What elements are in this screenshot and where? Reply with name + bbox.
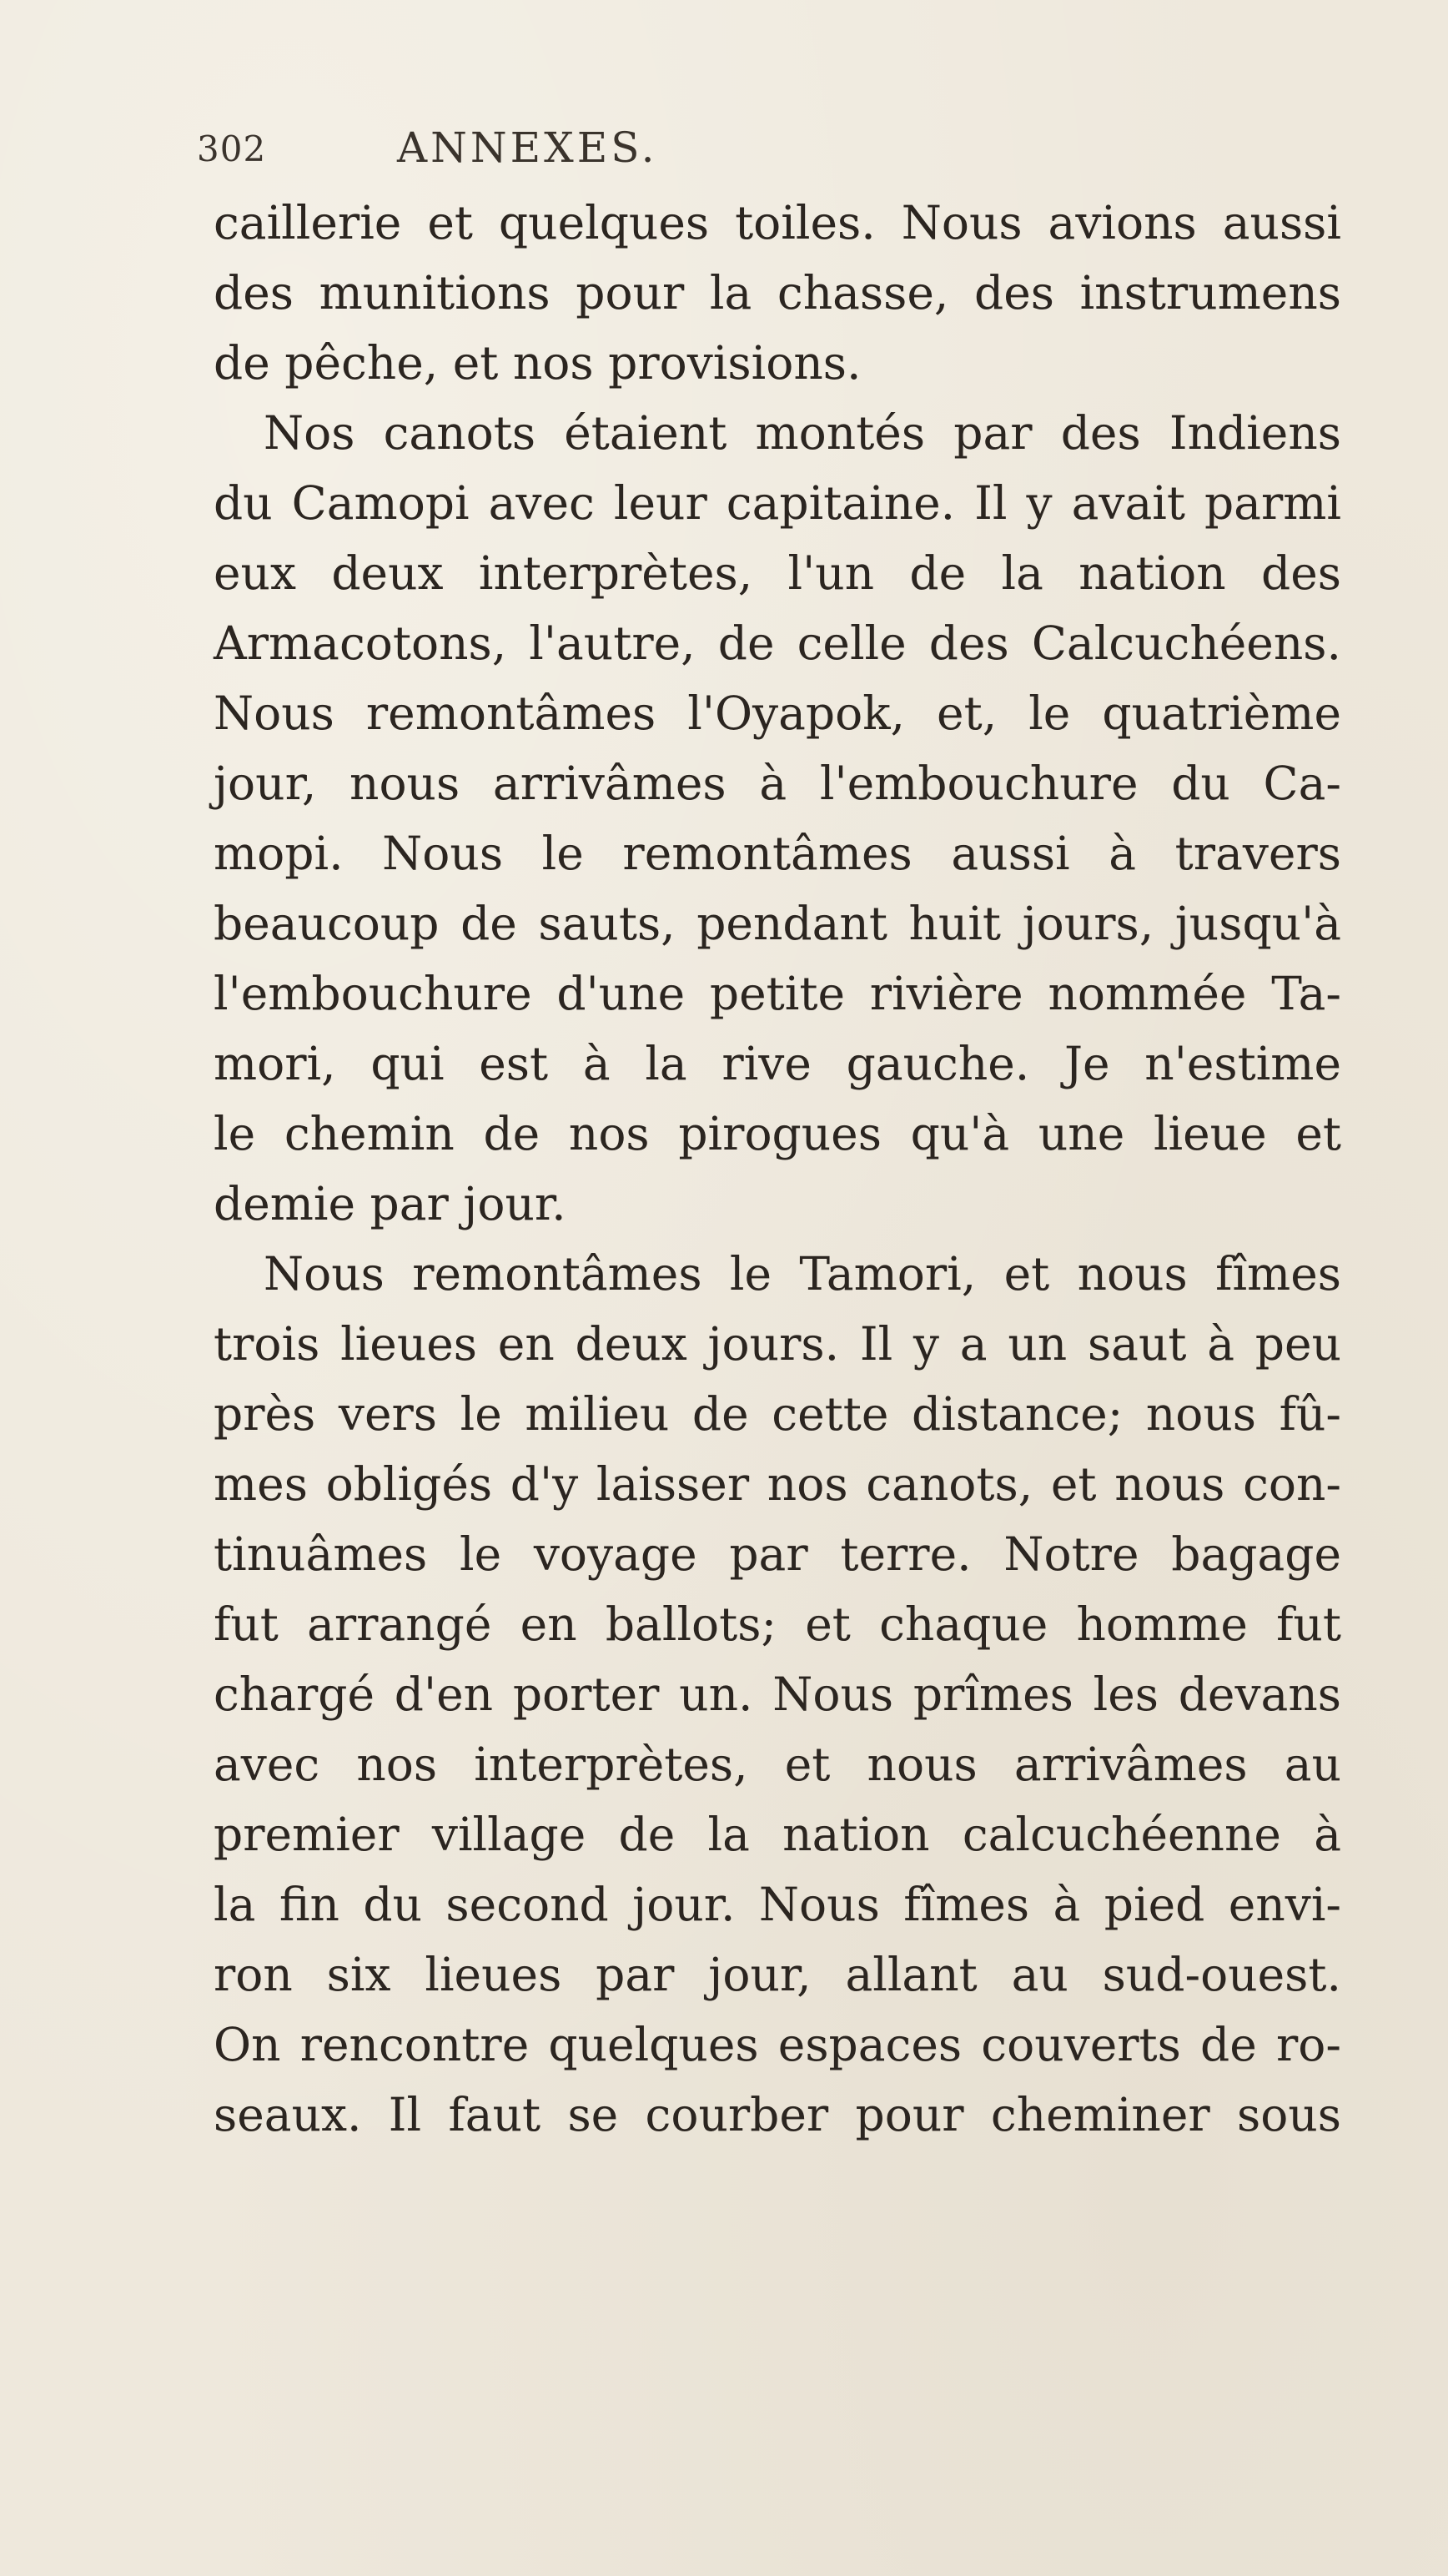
text-line: Nous remontâmes le Tamori, et nous fîmes xyxy=(264,1247,1341,1301)
page-number: 302 xyxy=(197,128,267,169)
text-line: jour, nous arrivâmes à l'embouchure du Ca- xyxy=(214,757,1341,810)
text-line: tinuâmes le voyage par terre. Notre bagage xyxy=(214,1527,1341,1581)
text-line: On rencontre quelques espaces couverts de ro- xyxy=(214,2018,1341,2071)
text-line: des munitions pour la chasse, des instrumens xyxy=(214,266,1341,319)
text-line: ron six lieues par jour, allant au sud-ouest. xyxy=(214,1948,1341,2001)
text-line: trois lieues en deux jours. Il y a un saut à peu xyxy=(214,1317,1341,1371)
text-line: mes obligés d'y laisser nos canots, et nous con- xyxy=(214,1457,1341,1511)
text-line: mori, qui est à la rive gauche. Je n'estime xyxy=(214,1037,1341,1090)
body-text xyxy=(214,188,1341,2150)
text-line: Nos canots étaient montés par des Indiens xyxy=(264,406,1341,460)
text-line: près vers le milieu de cette distance; nous fû- xyxy=(214,1387,1341,1441)
text-line: le chemin de nos pirogues qu'à une lieue et xyxy=(214,1107,1341,1160)
running-title: ANNEXES. xyxy=(397,123,658,172)
text-line: premier village de la nation calcuchéenne à xyxy=(214,1808,1341,1861)
text-line: l'embouchure d'une petite rivière nommée Ta- xyxy=(214,967,1341,1020)
text-line: de pêche, et nos provisions. xyxy=(214,336,862,390)
text-line: fut arrangé en ballots; et chaque homme fut xyxy=(214,1597,1341,1651)
text-line: Nous remontâmes l'Oyapok, et, le quatrième xyxy=(214,687,1341,740)
text-line: beaucoup de sauts, pendant huit jours, jusqu'à xyxy=(214,897,1341,950)
text-line: demie par jour. xyxy=(214,1177,566,1230)
text-line: du Camopi avec leur capitaine. Il y avait parmi xyxy=(214,476,1341,530)
text-line: seaux. Il faut se courber pour cheminer sous xyxy=(214,2088,1341,2141)
page-header xyxy=(197,123,897,177)
text-line: la fin du second jour. Nous fîmes à pied envi- xyxy=(214,1878,1341,1931)
text-line: chargé d'en porter un. Nous prîmes les devans xyxy=(214,1668,1341,1721)
text-line: Armacotons, l'autre, de celle des Calcuchéens. xyxy=(214,616,1341,670)
text-line: caillerie et quelques toiles. Nous avions aussi xyxy=(214,196,1341,249)
text-line: eux deux interprètes, l'un de la nation des xyxy=(214,546,1341,600)
text-line: avec nos interprètes, et nous arrivâmes au xyxy=(214,1738,1341,1791)
text-line: mopi. Nous le remontâmes aussi à travers xyxy=(214,827,1341,880)
